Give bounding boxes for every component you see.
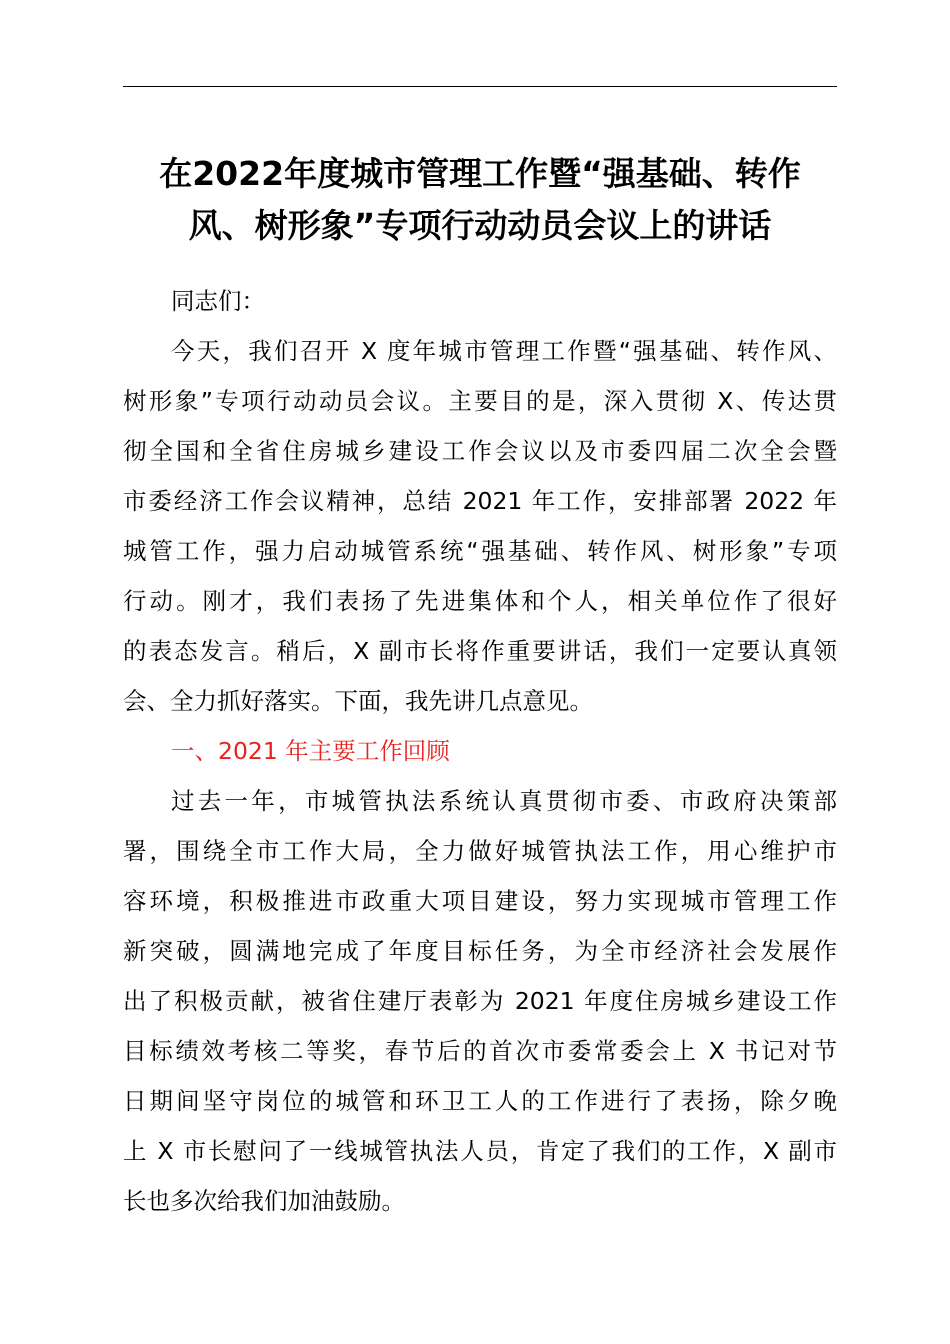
title-line-1-rest: 年度城市管理工作暨“强基础、转作 xyxy=(284,154,801,193)
document-body xyxy=(123,276,837,1226)
paragraph-line: 彻全国和全省住房城乡建设工作会议以及市委四届二次全会暨 xyxy=(123,437,837,465)
paragraph-line: 今天，我们召开 X 度年城市管理工作暨“强基础、转作风、 xyxy=(171,337,837,365)
title-line-2: 风、树形象”专项行动动员会议上的讲话 xyxy=(188,206,772,245)
paragraph-line: 日期间坚守岗位的城管和环卫工人的工作进行了表扬，除夕晚 xyxy=(123,1087,837,1115)
paragraph-line: 会、全力抓好落实。下面，我先讲几点意见。 xyxy=(123,687,593,715)
paragraph-line: 新突破，圆满地完成了年度目标任务，为全市经济社会发展作 xyxy=(123,937,837,965)
paragraph-line: 树形象”专项行动动员会议。主要目的是，深入贯彻 X、传达贯 xyxy=(123,387,837,415)
section-heading-1: 一、2021 年主要工作回顾 xyxy=(171,737,450,765)
paragraph-line: 城管工作，强力启动城管系统“强基础、转作风、树形象”专项 xyxy=(123,537,837,565)
salutation: 同志们： xyxy=(171,287,265,315)
title-prefix: 在 xyxy=(159,154,193,193)
paragraph-line: 行动。刚才，我们表扬了先进集体和个人，相关单位作了很好 xyxy=(123,587,837,615)
paragraph-line: 的表态发言。稍后，X 副市长将作重要讲话，我们一定要认真领 xyxy=(123,637,837,665)
paragraph-line: 过去一年，市城管执法系统认真贯彻市委、市政府决策部 xyxy=(171,787,837,815)
paragraph-2 xyxy=(123,776,837,1226)
paragraph-line: 上 X 市长慰问了一线城管执法人员，肯定了我们的工作，X 副市 xyxy=(123,1137,837,1165)
paragraph-line: 署，围绕全市工作大局，全力做好城管执法工作，用心维护市 xyxy=(123,837,837,865)
paragraph-line: 市委经济工作会议精神，总结 2021 年工作，安排部署 2022 年 xyxy=(123,487,837,515)
paragraph-line: 出了积极贡献，被省住建厅表彰为 2021 年度住房城乡建设工作 xyxy=(123,987,837,1015)
title-line-1 xyxy=(123,148,837,200)
paragraph-line: 目标绩效考核二等奖，春节后的首次市委常委会上 X 书记对节 xyxy=(123,1037,837,1065)
paragraph-1 xyxy=(123,326,837,726)
header-rule xyxy=(123,86,837,87)
paragraph-line: 容环境，积极推进市政重大项目建设，努力实现城市管理工作 xyxy=(123,887,837,915)
title-year: 2022 xyxy=(192,154,285,193)
document-title xyxy=(123,148,837,252)
paragraph-line: 长也多次给我们加油鼓励。 xyxy=(123,1187,405,1215)
